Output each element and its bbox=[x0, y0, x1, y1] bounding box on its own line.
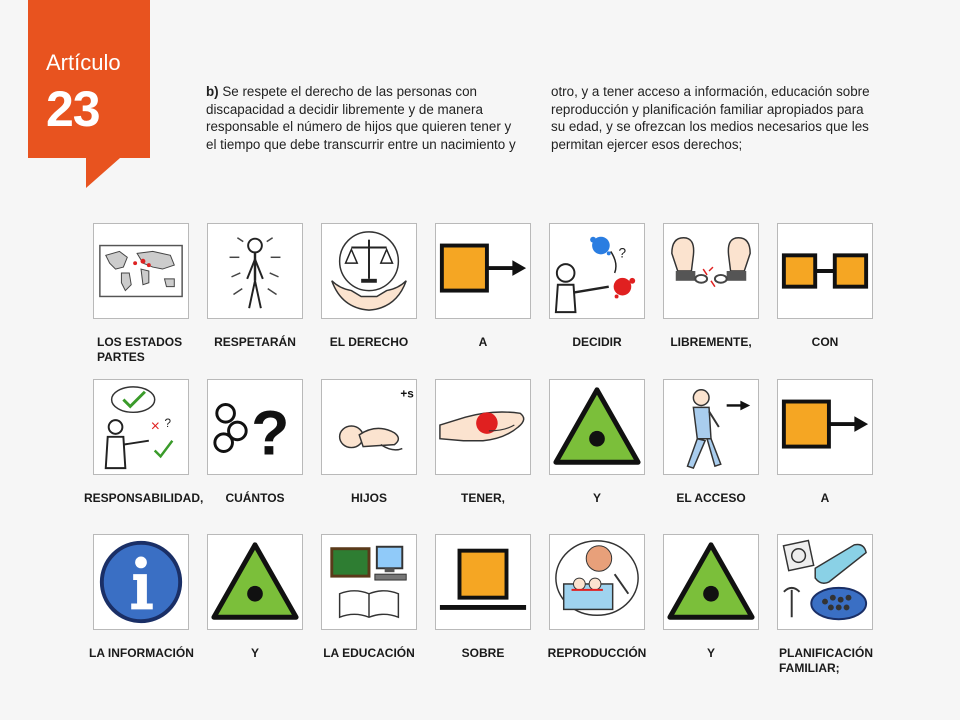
pictogram-label: TENER, bbox=[460, 491, 505, 505]
pictogram-card bbox=[435, 223, 531, 319]
pictogram-label: Y bbox=[250, 646, 259, 660]
arrow-square-icon bbox=[778, 380, 872, 474]
svg-text:×: × bbox=[150, 417, 160, 435]
square-on-line-icon bbox=[436, 535, 530, 629]
pictogram-card bbox=[321, 379, 417, 475]
article-badge bbox=[28, 0, 150, 158]
text-line: Se respete el derecho de las personas con bbox=[222, 84, 477, 99]
pictogram-label: PLANIFICACIÓN FAMILIAR; bbox=[779, 646, 873, 675]
pictogram-card bbox=[549, 379, 645, 475]
pictogram-label: EL DERECHO bbox=[329, 335, 409, 349]
pictogram-card bbox=[777, 379, 873, 475]
pictogram-card bbox=[663, 379, 759, 475]
svg-text:+s: +s bbox=[400, 387, 414, 401]
pictogram-card bbox=[435, 534, 531, 630]
reproduction-icon bbox=[550, 535, 644, 629]
pictogram-card bbox=[777, 223, 873, 319]
hand-holding-icon bbox=[436, 380, 530, 474]
walking-person-icon bbox=[664, 380, 758, 474]
pictogram-label: Y bbox=[706, 646, 715, 660]
pictogram-label: A bbox=[820, 491, 830, 505]
pictogram-card bbox=[321, 534, 417, 630]
badge-tail bbox=[86, 158, 120, 188]
pictogram-card bbox=[93, 534, 189, 630]
pictogram-card bbox=[777, 534, 873, 630]
pictogram-label: EL ACCESO bbox=[676, 491, 746, 505]
pictogram-card bbox=[207, 379, 303, 475]
text-line: reproducción y planificación familiar apropiados para bbox=[551, 101, 864, 117]
pictogram-card bbox=[663, 223, 759, 319]
pictogram-label: DECIDIR bbox=[572, 335, 622, 349]
text-line: responsable el número de hijos que quieren tener y bbox=[206, 119, 512, 134]
contraceptives-icon bbox=[778, 535, 872, 629]
green-triangle-icon bbox=[664, 535, 758, 629]
pictogram-label: RESPONSABILIDAD, bbox=[84, 491, 204, 505]
pictogram-label: Y bbox=[592, 491, 601, 505]
text-line: permitan ejercer esos derechos; bbox=[551, 136, 743, 152]
pictogram-label: A bbox=[478, 335, 488, 349]
text-line: su edad, y se ofrezcan los medios necesarios que les bbox=[551, 119, 869, 134]
text-column-2 bbox=[551, 83, 871, 153]
text-column-1 bbox=[206, 83, 526, 153]
linked-squares-icon bbox=[778, 224, 872, 318]
svg-text:?: ? bbox=[251, 398, 290, 469]
pictogram-label: REPRODUCCIÓN bbox=[547, 646, 647, 660]
pictogram-label: LOS ESTADOS PARTES bbox=[97, 335, 183, 364]
text-line: el tiempo que debe transcurrir entre un nacimiento y bbox=[206, 136, 516, 152]
pictogram-card bbox=[93, 379, 189, 475]
education-icon bbox=[322, 535, 416, 629]
respect-person-icon bbox=[208, 224, 302, 318]
article-label: Artículo bbox=[46, 50, 121, 75]
pictogram-label: LA EDUCACIÓN bbox=[323, 646, 415, 660]
broken-chains-icon bbox=[664, 224, 758, 318]
how-many-icon bbox=[208, 380, 302, 474]
pictogram-card bbox=[435, 379, 531, 475]
green-triangle-icon bbox=[550, 380, 644, 474]
pictogram-card bbox=[321, 223, 417, 319]
world-map-icon bbox=[94, 224, 188, 318]
pictogram-label: RESPETARÁN bbox=[214, 335, 296, 349]
pictogram-card bbox=[207, 534, 303, 630]
information-icon bbox=[94, 535, 188, 629]
pictogram-label: LA INFORMACIÓN bbox=[89, 646, 194, 660]
pictogram-card bbox=[549, 223, 645, 319]
text-line: otro, y a tener acceso a información, educación sobre bbox=[551, 84, 870, 99]
decide-icon bbox=[550, 224, 644, 318]
responsibility-icon bbox=[94, 380, 188, 474]
pictogram-card bbox=[207, 223, 303, 319]
pictogram-label: CON bbox=[811, 335, 839, 349]
svg-text:?: ? bbox=[618, 245, 627, 261]
pictogram-card bbox=[663, 534, 759, 630]
baby-icon bbox=[322, 380, 416, 474]
justice-scales-icon bbox=[322, 224, 416, 318]
pictogram-label: LIBREMENTE, bbox=[670, 335, 752, 349]
green-triangle-icon bbox=[208, 535, 302, 629]
text-line: discapacidad a decidir libremente y de manera bbox=[206, 101, 483, 117]
article-number: 23 bbox=[46, 81, 100, 137]
pictogram-card bbox=[93, 223, 189, 319]
svg-text:?: ? bbox=[164, 417, 172, 430]
item-marker: b) bbox=[206, 84, 219, 99]
pictogram-label: HIJOS bbox=[350, 491, 387, 505]
pictogram-card bbox=[549, 534, 645, 630]
pictogram-label: CUÁNTOS bbox=[225, 491, 285, 505]
arrow-square-icon bbox=[436, 224, 530, 318]
pictogram-label: SOBRE bbox=[461, 646, 505, 660]
